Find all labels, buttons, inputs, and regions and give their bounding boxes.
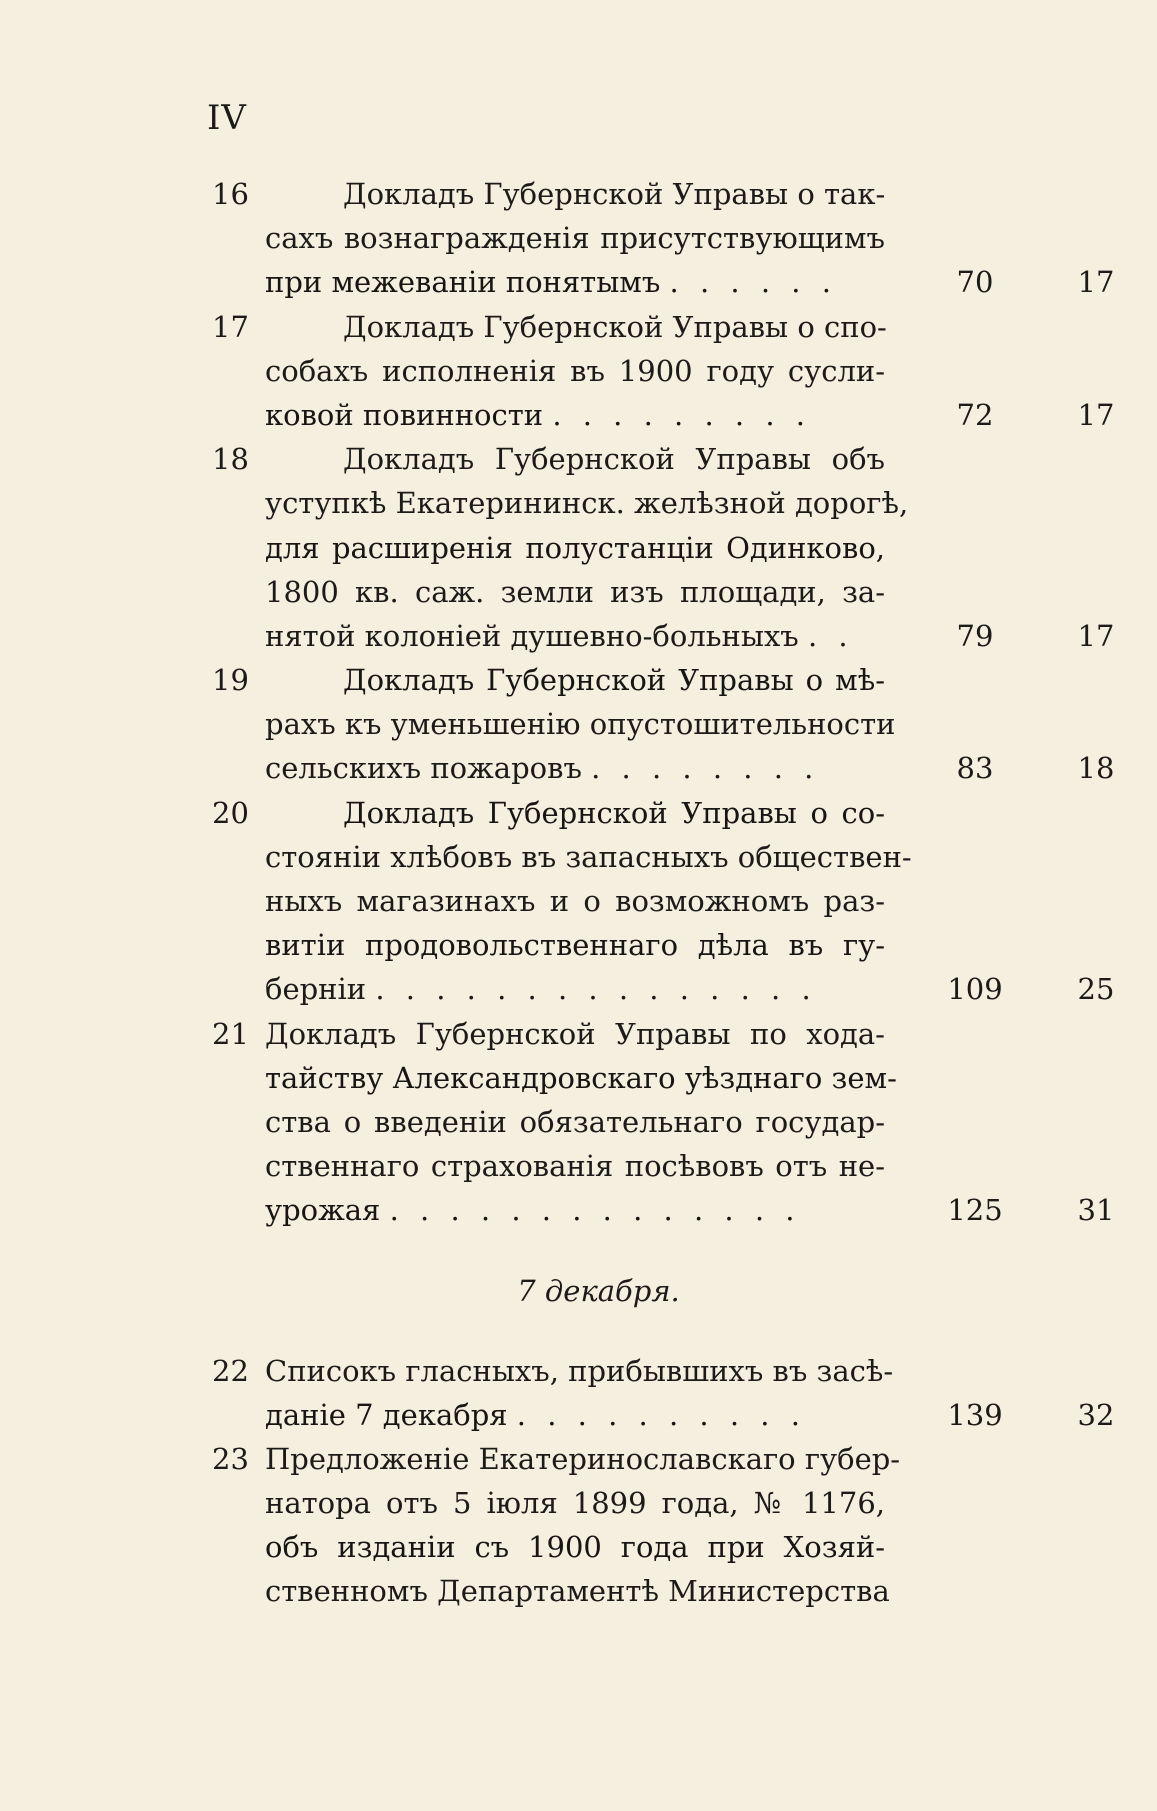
toc-entry-line — [0, 526, 1157, 570]
entry-text — [265, 1012, 885, 1056]
toc-entry — [0, 791, 1157, 835]
entry-text-line: Докладъ Губернской Управы по хода- — [265, 1016, 885, 1051]
toc-entry-line — [0, 1481, 1157, 1525]
sheet-reference: 17 — [1077, 618, 1115, 653]
entry-text-line: ковой повинности — [265, 397, 544, 432]
toc-entry-line — [0, 1144, 1157, 1188]
entry-text-line: Докладъ Губернской Управы о со- — [343, 795, 885, 830]
entry-number: 16 — [212, 177, 249, 211]
toc-entry-line — [0, 570, 1157, 614]
entry-text-line: ственнаго страхованія посѣвовъ отъ не- — [265, 1149, 885, 1184]
toc-entry — [0, 172, 1157, 216]
toc-entry-line — [0, 923, 1157, 967]
toc-entry-line — [0, 967, 1157, 1011]
entry-text-line: для расширенія полустанціи Одинково, — [265, 530, 885, 565]
entry-text-line: даніе 7 декабря — [265, 1397, 508, 1432]
entry-text-line: нятой колоніей душевно-больныхъ — [265, 618, 799, 653]
page-reference: 72 — [956, 397, 994, 432]
sheet-reference: 17 — [1077, 265, 1115, 300]
sheet-reference: 17 — [1077, 397, 1115, 432]
entry-text — [265, 349, 885, 393]
page-reference: 70 — [956, 265, 994, 300]
toc-entry — [0, 1437, 1157, 1481]
entry-text-line: тайству Александровскаго уѣзднаго зем- — [265, 1060, 897, 1095]
sheet-reference: 25 — [1077, 972, 1115, 1007]
entry-text — [265, 1056, 897, 1100]
entry-text — [343, 437, 885, 481]
toc-entry-line — [0, 1188, 1157, 1232]
entry-text-line: урожая — [265, 1193, 381, 1228]
entry-text — [265, 216, 885, 260]
date-heading: 7 декабря. — [517, 1273, 680, 1308]
entry-text — [265, 967, 885, 1011]
entry-text-line: Докладъ Губернской Управы о мѣ- — [343, 663, 885, 698]
sheet-reference: 18 — [1077, 751, 1115, 786]
entry-text — [265, 1437, 901, 1481]
entry-text-line: ства о введеніи обязательнаго государ- — [265, 1104, 885, 1139]
leader-dots: . . . . . . . . . . — [516, 1397, 806, 1432]
toc-entry — [0, 1012, 1157, 1056]
leader-dots: . . . . . . . . — [591, 751, 820, 786]
page-reference: 109 — [947, 972, 1003, 1007]
entry-text-line: собахъ исполненія въ 1900 году сусли- — [265, 353, 885, 388]
entry-text — [265, 1188, 885, 1232]
toc-entry-line — [0, 702, 1157, 746]
entry-text — [265, 1569, 890, 1613]
toc-entry-line — [0, 835, 1157, 879]
page-reference: 83 — [956, 751, 994, 786]
leader-dots: . . . . . . . . . . . . . . . — [375, 972, 817, 1007]
toc-entry — [0, 305, 1157, 349]
entry-text-line: уступкѣ Екатерининск. желѣзной дорогѣ, — [265, 486, 909, 521]
entry-text — [265, 526, 885, 570]
entry-text-line: Предложеніе Екатеринославскаго губер- — [265, 1441, 901, 1476]
entry-text — [265, 1525, 885, 1569]
entry-text — [265, 570, 885, 614]
entry-text-line: Списокъ гласныхъ, прибывшихъ въ засѣ- — [265, 1353, 894, 1388]
entry-text — [265, 1100, 885, 1144]
entry-text-line: объ изданіи съ 1900 года при Хозяй- — [265, 1530, 885, 1565]
page-folio: IV — [207, 98, 247, 138]
entry-number: 20 — [212, 795, 249, 830]
entry-text — [265, 481, 909, 525]
leader-dots: . . . . . . . . . — [552, 397, 812, 432]
entry-text-line: стояніи хлѣбовъ въ запасныхъ обществен- — [265, 839, 912, 874]
toc-entry-line — [0, 216, 1157, 260]
table-of-contents — [0, 172, 1157, 1614]
toc-entry — [0, 658, 1157, 702]
entry-number: 22 — [212, 1353, 249, 1388]
leader-dots: . . . . . . . . . . . . . . — [389, 1193, 801, 1228]
entry-text — [265, 923, 885, 967]
entry-number: 18 — [212, 442, 249, 477]
entry-text-line: ныхъ магазинахъ и о возможномъ раз- — [265, 884, 885, 918]
entry-text — [343, 305, 885, 349]
entry-text-line: рахъ къ уменьшенію опустошительности — [265, 707, 896, 742]
sheet-reference: 31 — [1077, 1193, 1115, 1228]
entry-text-line: при межеваніи понятымъ — [265, 265, 661, 300]
entry-text — [265, 1144, 885, 1188]
entry-number: 17 — [212, 309, 249, 344]
entry-text — [265, 1349, 894, 1393]
entry-number: 19 — [212, 663, 249, 698]
page-reference: 139 — [947, 1397, 1003, 1432]
toc-entry-line — [0, 746, 1157, 790]
entry-text-line: витіи продовольственнаго дѣла въ гу- — [265, 928, 885, 963]
page-reference: 79 — [956, 618, 994, 653]
sheet-reference: 32 — [1077, 1397, 1115, 1432]
toc-entry-line — [0, 1100, 1157, 1144]
entry-text — [265, 614, 885, 658]
toc-entry — [0, 1349, 1157, 1393]
entry-text — [265, 746, 885, 790]
entry-number: 23 — [212, 1441, 249, 1476]
toc-entry-line — [0, 1525, 1157, 1569]
entry-text — [265, 1393, 885, 1437]
entry-number: 21 — [212, 1016, 249, 1051]
entry-text-line: Докладъ Губернской Управы о спо- — [343, 309, 887, 344]
entry-text-line: 1800 кв. саж. земли изъ площади, за- — [265, 574, 885, 609]
entry-text-line: берніи — [265, 972, 367, 1007]
toc-entry-line — [0, 393, 1157, 437]
entry-text — [265, 260, 885, 304]
entry-text-line: ственномъ Департаментѣ Министерства — [265, 1574, 890, 1609]
entry-text — [265, 879, 885, 923]
entry-text-line: сахъ вознагражденія присутствующимъ — [265, 221, 885, 256]
entry-text — [265, 702, 896, 746]
toc-entry-line — [0, 1056, 1157, 1100]
entry-text — [343, 658, 885, 702]
toc-entry — [0, 437, 1157, 481]
entry-text — [343, 172, 885, 216]
entry-text-line: Докладъ Губернской Управы объ — [343, 442, 885, 477]
entry-text-line: натора отъ 5 іюля 1899 года, № 1176, — [265, 1486, 885, 1521]
entry-text — [265, 393, 885, 437]
leader-dots: . . . . . . — [669, 265, 837, 300]
toc-entry-line — [0, 481, 1157, 525]
toc-entry-line — [0, 1393, 1157, 1437]
entry-text — [343, 791, 885, 835]
page-reference: 125 — [947, 1193, 1003, 1228]
entry-text-line: Докладъ Губернской Управы о так- — [343, 177, 886, 211]
toc-entry-line — [0, 879, 1157, 923]
entry-text-line: сельскихъ пожаровъ — [265, 751, 582, 786]
toc-entry-line — [0, 260, 1157, 304]
entry-text — [265, 1481, 885, 1525]
entry-text — [265, 835, 912, 879]
toc-entry-line — [0, 349, 1157, 393]
toc-entry-line — [0, 1569, 1157, 1613]
leader-dots: . . — [807, 618, 854, 653]
toc-entry-line — [0, 614, 1157, 658]
